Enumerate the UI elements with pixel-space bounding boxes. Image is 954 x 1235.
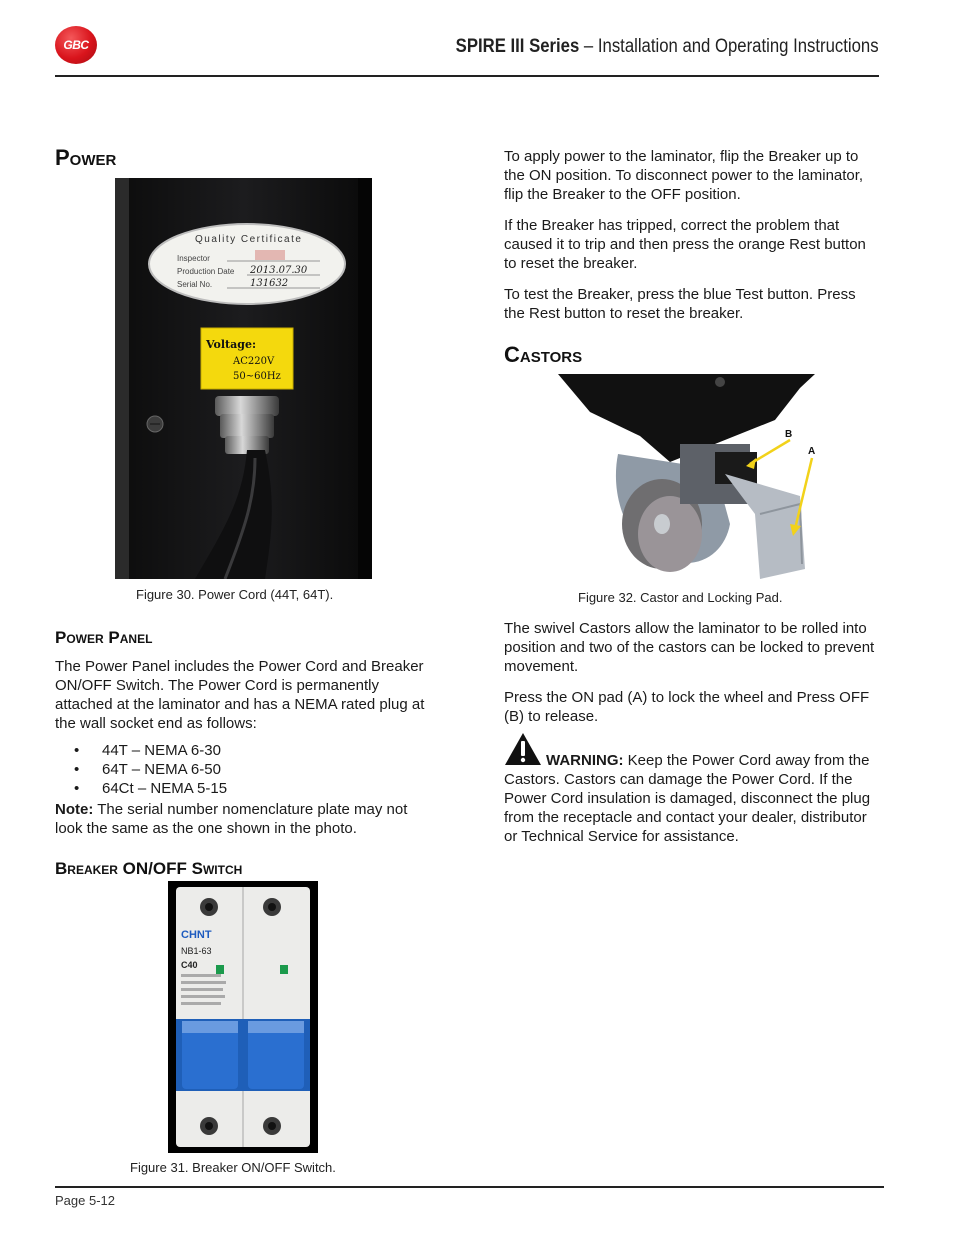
power-panel-note [55, 800, 435, 838]
header-subtitle: – Installation and Operating Instructions [579, 36, 879, 57]
section-heading-power: Power [55, 145, 117, 170]
frequency-value: 50~60Hz [233, 371, 281, 382]
section-heading-breaker-switch [55, 859, 242, 879]
breaker-tripped-paragraph: If the Breaker has tripped, correct the problem that caused it to trip and then press the orange Rest button to reset the breaker. [504, 217, 866, 272]
castor-label-a: A [808, 446, 816, 457]
document-header-title [456, 36, 879, 58]
gbc-logo [55, 26, 97, 64]
warning-block [504, 732, 880, 846]
voltage-label: Voltage: [206, 338, 256, 351]
figure-30-power-cord-photo [115, 178, 372, 579]
voltage-value: AC220V [233, 356, 275, 367]
page-number: Page 5-12 [55, 1193, 115, 1208]
list-item: • 64Ct – NEMA 5-15 [55, 779, 435, 798]
breaker-illustration [168, 881, 318, 1153]
certificate-production-date-label: Production Date [177, 267, 235, 276]
list-item: • 44T – NEMA 6-30 [55, 741, 435, 760]
castors-lock-paragraph: Press the ON pad (A) to lock the wheel and Press OFF (B) to release. [504, 689, 870, 725]
breaker-heading-prefix: Breaker [55, 859, 123, 878]
figure-31-breaker-photo [168, 881, 318, 1153]
logo-text: GBC [63, 38, 89, 52]
figure-30-caption: Figure 30. Power Cord (44T, 64T). [136, 587, 334, 602]
certificate-inspector-label: Inspector [177, 254, 210, 263]
power-panel-intro-text: The Power Panel includes the Power Cord and Breaker ON/OFF Switch. The Power Cord is permanently attached at the laminator and has a NEMA rated plug at the wall socket end as follows: [55, 658, 425, 732]
certificate-title: Quality Certificate [195, 234, 303, 245]
castor-illustration [550, 374, 832, 584]
footer-rule [55, 1186, 884, 1188]
castors-description [504, 619, 880, 726]
header-series-name: SPIRE III Series [456, 36, 580, 57]
figure-32-castor-photo [550, 374, 832, 584]
section-heading-castors: Castors [504, 342, 583, 367]
certificate-serial-value: 131632 [250, 278, 289, 289]
warning-text: Keep the Power Cord away from the Castors. Castors can damage the Power Cord. If the Power Cord insulation is damaged, disconnect the plug from the receptacle and contact your dealer, distributor or Technical Service for assistance. [504, 752, 871, 845]
note-label: Note: [55, 801, 94, 818]
castor-label-b: B [785, 429, 793, 440]
breaker-test-paragraph: To test the Breaker, press the blue Test button. Press the Rest button to reset the breaker. [504, 286, 856, 322]
breaker-model: NB1-63 [181, 946, 212, 956]
section-heading-power-panel: Power Panel [55, 628, 153, 647]
warning-label: WARNING: [546, 752, 624, 769]
figure-31-caption: Figure 31. Breaker ON/OFF Switch. [130, 1160, 336, 1175]
power-cord-illustration [115, 178, 372, 579]
certificate-serial-label: Serial No. [177, 280, 213, 289]
power-panel-intro [55, 657, 435, 733]
breaker-instructions [504, 147, 880, 323]
warning-icon [504, 732, 542, 766]
breaker-heading-onoff: ON/OFF [122, 859, 187, 878]
breaker-power-paragraph: To apply power to the laminator, flip the Breaker up to the ON position. To disconnect power to the laminator, flip the Breaker to the OFF position. [504, 148, 864, 203]
header-rule [55, 75, 879, 77]
nema-plug-list [55, 741, 435, 798]
figure-32-caption: Figure 32. Castor and Locking Pad. [578, 590, 783, 605]
breaker-brand: CHNT [181, 929, 212, 941]
breaker-rating: C40 [181, 960, 198, 970]
certificate-production-date-value: 2013.07.30 [250, 265, 308, 276]
list-item: • 64T – NEMA 6-50 [55, 760, 435, 779]
breaker-heading-suffix: Switch [186, 859, 243, 878]
note-text: The serial number nomenclature plate may not look the same as the one shown in the photo. [55, 801, 408, 837]
castors-swivel-paragraph: The swivel Castors allow the laminator to be rolled into position and two of the castors can be locked to prevent movement. [504, 620, 875, 675]
